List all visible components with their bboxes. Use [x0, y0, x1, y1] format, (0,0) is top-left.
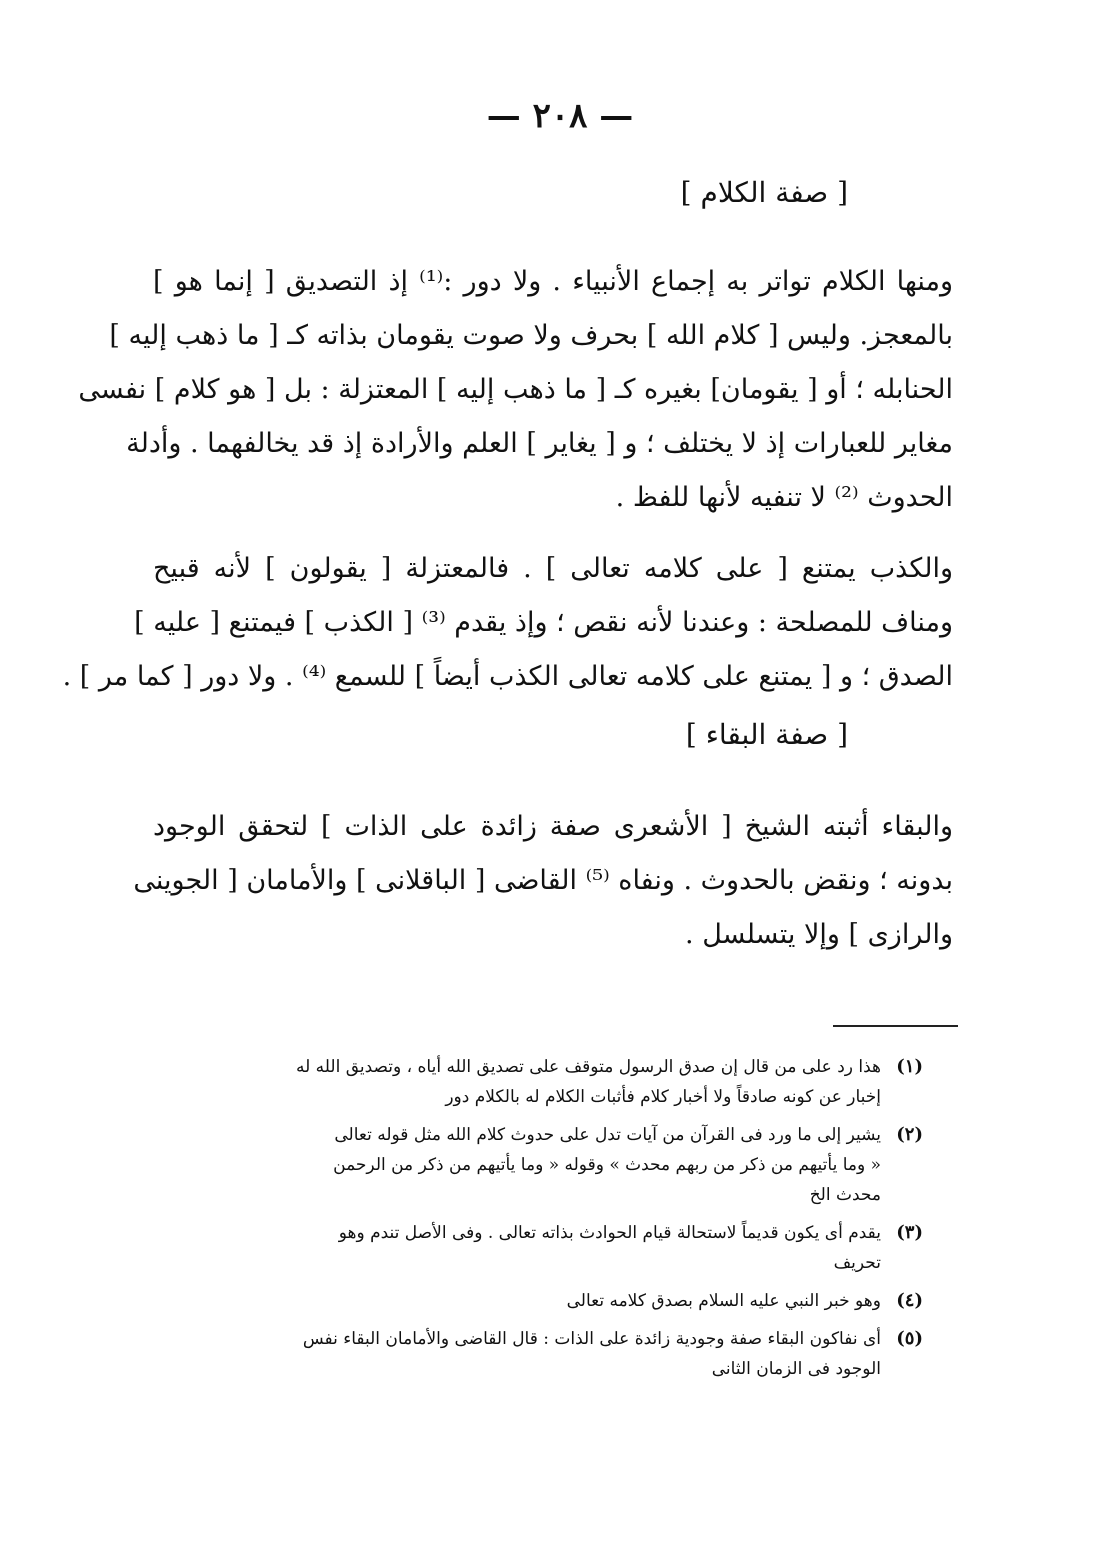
- text-line: والكذب يمتنع [ على كلامه تعالى ] . فالمعتزلة [ يقولون ] لأنه قبيح: [153, 553, 953, 584]
- text-line: بدونه ؛ ونقض بالحدوث . ونفاه ⁽⁵⁾ القاضى [ الباقلانى ] والأمامان [ الجوينى: [133, 865, 953, 896]
- footnote-line: « وما يأتيهم من ذكر من ربهم محدث » وقوله « وما يأتيهم من ذكر من الرحمن: [333, 1155, 881, 1175]
- footnote-number: (٣): [896, 1222, 923, 1243]
- footnote: [153, 1120, 923, 1210]
- paragraph-baqa: [133, 800, 953, 962]
- text-line: ومنها الكلام تواتر به إجماع الأنبياء . ولا دور :⁽¹⁾ إذ التصديق [ إنما هو ]: [153, 266, 953, 297]
- footnote: [153, 1286, 923, 1316]
- text-line: والرازى ] وإلا يتسلسل .: [685, 919, 953, 950]
- footnote: [153, 1052, 923, 1112]
- text-line: والبقاء أثبته الشيخ [ الأشعرى صفة زائدة على الذات ] لتحقق الوجود: [153, 811, 953, 842]
- text-line: الحدوث ⁽²⁾ لا تنفيه لأنها للفظ .: [615, 482, 953, 513]
- footnote-line: يشير إلى ما ورد فى القرآن من آيات تدل على حدوث كلام الله مثل قوله تعالى: [334, 1125, 881, 1145]
- text-line: بالمعجز. وليس [ كلام الله ] بحرف ولا صوت يقومان بذاته كـ [ ما ذهب إليه ]: [109, 320, 953, 351]
- footnote-line: أى نفاكون البقاء صفة وجودية زائدة على الذات : قال القاضى والأمامان البقاء نفس: [302, 1329, 881, 1349]
- footnotes: [153, 1052, 923, 1392]
- footnote-line: محدث الخ: [809, 1185, 881, 1205]
- footnote-line: يقدم أى يكون قديماً لاستحالة قيام الحوادث بذاته تعالى . وفى الأصل تندم وهو: [338, 1223, 881, 1243]
- footnote-number: (٥): [896, 1328, 923, 1349]
- footnote-divider: [833, 1025, 958, 1027]
- page-number: — ٢٠٨ —: [486, 96, 634, 136]
- heading-baqa: [ صفة البقاء ]: [685, 718, 848, 751]
- footnote-line: تحريف: [833, 1253, 881, 1273]
- footnote-line: إخبار عن كونه صادقاً ولا أخبار كلام فأثبات الكلام له بالكلام دور: [445, 1087, 881, 1107]
- text-line: الحنابله ؛ أو [ يقومان] بغيره كـ [ ما ذهب إليه ] المعتزلة : بل [ هو كلام ] نفسى: [78, 374, 953, 405]
- footnote-line: وهو خبر النبي عليه السلام بصدق كلامه تعالى: [566, 1291, 881, 1311]
- footnote-number: (١): [896, 1056, 923, 1077]
- text-line: مغاير للعبارات إذ لا يختلف ؛ و [ يغاير ] العلم والأرادة إذ قد يخالفهما . وأدلة: [126, 428, 953, 459]
- text-line: ومناف للمصلحة : وعندنا لأنه نقص ؛ وإذ يقدم ⁽³⁾ [ الكذب ] فيمتنع [ عليه ]: [134, 607, 953, 638]
- footnote-number: (٢): [896, 1124, 923, 1145]
- footnote-number: (٤): [896, 1290, 923, 1311]
- footnote-line: الوجود فى الزمان الثانى: [711, 1359, 881, 1379]
- footnote: [153, 1218, 923, 1278]
- heading-kalam: [ صفة الكلام ]: [680, 176, 848, 209]
- footnote-line: هذا رد على من قال إن صدق الرسول متوقف على تصديق الله أياه ، وتصديق الله له: [295, 1057, 881, 1077]
- paragraph-kadhib: [62, 542, 953, 704]
- text-line: الصدق ؛ و [ يمتنع على كلامه تعالى الكذب أيضاً ] للسمع ⁽⁴⁾ . ولا دور [ كما مر ] .: [62, 661, 953, 692]
- footnote: [153, 1324, 923, 1384]
- paragraph-kalam: [78, 255, 953, 525]
